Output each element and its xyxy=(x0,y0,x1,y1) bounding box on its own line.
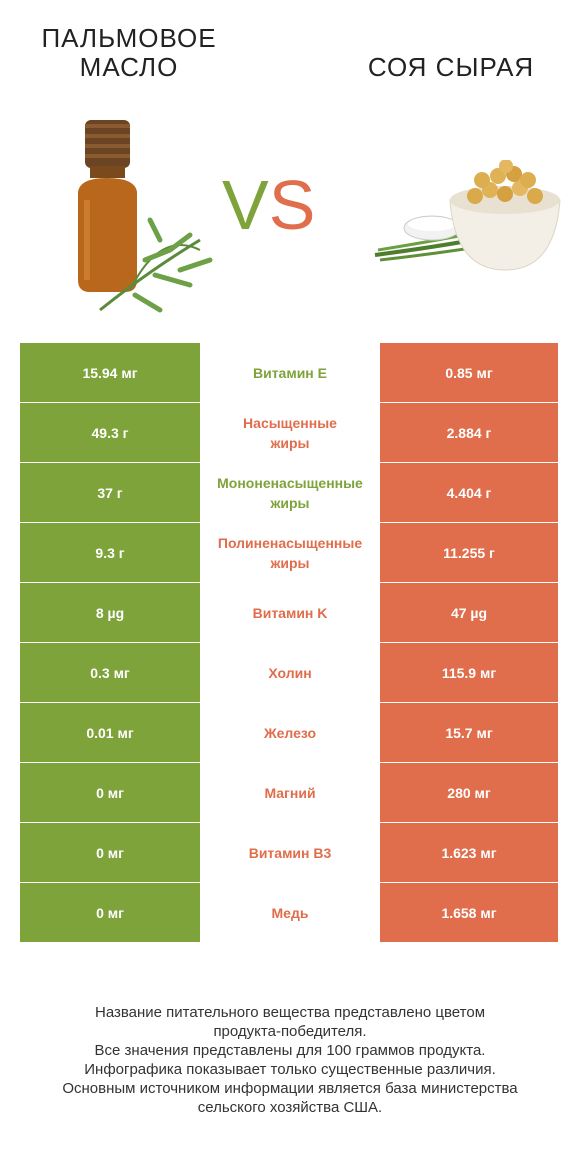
nutrient-name-line1: Полиненасыщенные xyxy=(217,534,363,551)
nutrient-name-line2: жиры xyxy=(270,554,310,571)
footer-note xyxy=(20,1003,560,1117)
nutrient-name-line1: Витамин E xyxy=(252,364,327,381)
nutrient-name xyxy=(200,823,380,883)
right-value: 1.623 мг xyxy=(380,823,558,883)
table-row xyxy=(20,763,558,823)
nutrient-name xyxy=(200,583,380,643)
soybean-bowl-image xyxy=(370,160,570,280)
nutrient-name-line1: Медь xyxy=(271,904,309,921)
left-product-title-line1: ПАЛЬМОВОЕ xyxy=(41,23,217,53)
nutrient-name xyxy=(200,463,380,523)
right-value: 11.255 г xyxy=(380,523,558,583)
left-value: 0.01 мг xyxy=(20,703,200,763)
nutrient-name xyxy=(200,343,380,403)
right-value: 15.7 мг xyxy=(380,703,558,763)
left-value: 15.94 мг xyxy=(20,343,200,403)
vs-s: S xyxy=(268,166,316,244)
table-row xyxy=(20,523,558,583)
left-value: 0 мг xyxy=(20,763,200,823)
comparison-table xyxy=(20,343,558,943)
vs-label xyxy=(222,165,315,245)
footer-line5: Основным источником информации является база министерства xyxy=(62,1080,518,1097)
table-row xyxy=(20,463,558,523)
table-row xyxy=(20,583,558,643)
nutrient-name-line2: жиры xyxy=(270,434,310,451)
nutrient-name-line2: жиры xyxy=(270,494,310,511)
table-row xyxy=(20,643,558,703)
nutrient-name xyxy=(200,643,380,703)
nutrient-name xyxy=(200,883,380,943)
footer-line2: продукта-победителя. xyxy=(213,1023,367,1040)
footer-line6: сельского хозяйства США. xyxy=(197,1099,383,1116)
nutrient-name xyxy=(200,403,380,463)
left-product-title xyxy=(0,24,258,82)
right-product-title: СОЯ СЫРАЯ xyxy=(367,52,535,82)
nutrient-name xyxy=(200,703,380,763)
right-value: 280 мг xyxy=(380,763,558,823)
nutrient-name xyxy=(200,523,380,583)
footer-line1: Название питательного вещества представлено цветом xyxy=(94,1004,486,1021)
nutrient-name-line1: Холин xyxy=(268,664,312,681)
footer-line3: Все значения представлены для 100 граммов продукта. xyxy=(94,1042,486,1059)
right-value: 4.404 г xyxy=(380,463,558,523)
left-value: 8 µg xyxy=(20,583,200,643)
right-value: 0.85 мг xyxy=(380,343,558,403)
nutrient-name-line1: Витамин K xyxy=(252,604,328,621)
right-value: 47 µg xyxy=(380,583,558,643)
right-value: 2.884 г xyxy=(380,403,558,463)
nutrient-name-line1: Витамин B3 xyxy=(248,844,332,861)
right-value: 1.658 мг xyxy=(380,883,558,943)
left-product-title-line2: МАСЛО xyxy=(79,52,179,82)
right-value: 115.9 мг xyxy=(380,643,558,703)
table-row xyxy=(20,883,558,943)
nutrient-name xyxy=(200,763,380,823)
table-row xyxy=(20,823,558,883)
nutrient-name-line1: Магний xyxy=(264,784,316,801)
left-value: 0 мг xyxy=(20,883,200,943)
nutrient-name-line1: Насыщенные xyxy=(243,414,337,431)
left-value: 49.3 г xyxy=(20,403,200,463)
nutrient-name-line1: Железо xyxy=(263,724,317,741)
left-value: 0.3 мг xyxy=(20,643,200,703)
left-value: 9.3 г xyxy=(20,523,200,583)
table-row xyxy=(20,703,558,763)
table-row xyxy=(20,403,558,463)
vs-v: V xyxy=(222,166,269,244)
table-row xyxy=(20,343,558,403)
left-value: 0 мг xyxy=(20,823,200,883)
footer-line4: Инфографика показывает только существенные различия. xyxy=(84,1061,496,1078)
oil-bottle-image xyxy=(60,110,220,330)
left-value: 37 г xyxy=(20,463,200,523)
nutrient-name-line1: Мононенасыщенные xyxy=(217,474,363,491)
